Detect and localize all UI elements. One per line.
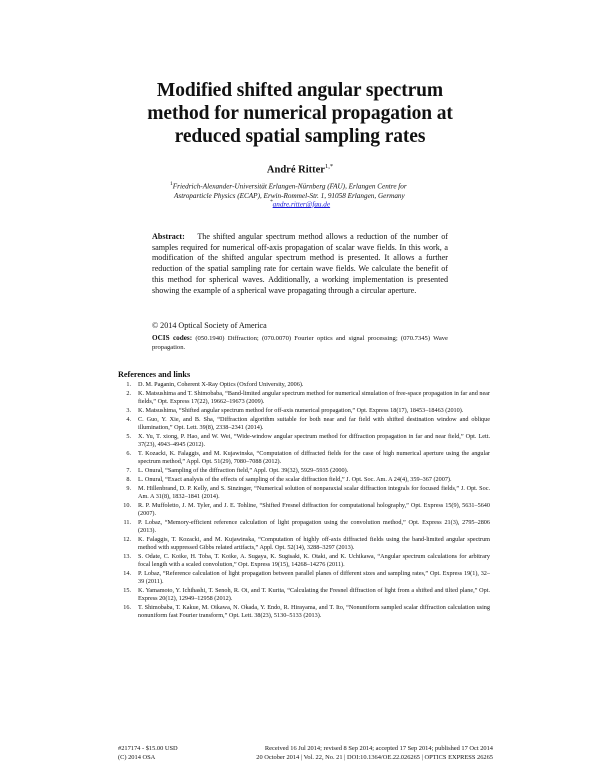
author-superscript: 1,* bbox=[324, 163, 334, 170]
reference-item bbox=[118, 536, 490, 552]
reference-text: M. Hillenbrand, D. P. Kelly, and S. Sinzinger, “Numerical solution of nonparaxial scalar diffraction integrals for focused fields,” J. Opt. Soc. Am. A 31(8), 1832–1841 (2014). bbox=[138, 485, 490, 501]
reference-number: 16. bbox=[123, 604, 131, 612]
email-line bbox=[0, 199, 600, 208]
reference-text: P. Lobaz, “Memory-efficient reference calculation of light propagation using the convolution method,” Opt. Express 21(3), 2795–2806 (2013). bbox=[138, 519, 490, 535]
affiliation-line-2: Astroparticle Physics (ECAP), Erwin-Rommel-Str. 1, 91058 Erlangen, Germany bbox=[174, 191, 405, 200]
footer-copyright: (C) 2014 OSA bbox=[118, 754, 156, 761]
reference-text: R. P. Muffoletto, J. M. Tyler, and J. E. Tohline, “Shifted Fresnel diffraction for computational holography,” Opt. Express 15(9), 5631–5640 (2007). bbox=[138, 502, 490, 518]
title-line: method for numerical propagation at bbox=[147, 103, 453, 124]
reference-item bbox=[118, 476, 490, 484]
reference-number: 12. bbox=[123, 536, 131, 544]
reference-item bbox=[118, 485, 490, 501]
ocis-label: OCIS codes: bbox=[152, 334, 193, 342]
page-footer bbox=[118, 744, 493, 762]
reference-text: K. Falaggis, T. Kozacki, and M. Kujawinska, “Computation of highly off-axis diffracted fields using the band-limited angular spectrum method with suppressed Gibbs related artifacts,” Appl. Opt. 52(14), 3288–3297 (2013). bbox=[138, 536, 490, 552]
footer-journal-info: 20 October 2014 | Vol. 22, No. 21 | DOI:10.1364/OE.22.026265 | OPTICS EXPRESS 26265 bbox=[256, 754, 493, 761]
reference-item bbox=[118, 570, 490, 586]
email-star: * bbox=[269, 199, 273, 205]
reference-text: L. Onural, “Sampling of the diffraction field,” Appl. Opt. 39(32), 5929–5935 (2000). bbox=[138, 467, 349, 475]
reference-number: 2. bbox=[126, 390, 131, 398]
reference-item bbox=[118, 407, 490, 415]
reference-text: X. Yu, T. xiong, P. Hao, and W. Wei, “Wide-window angular spectrum method for diffraction propagation in far and near field,” Opt. Lett. 37(23), 4943–4945 (2012). bbox=[138, 433, 490, 449]
reference-number: 10. bbox=[123, 502, 131, 510]
reference-number: 1. bbox=[126, 381, 131, 388]
ocis-codes bbox=[152, 334, 448, 352]
reference-number: 13. bbox=[123, 553, 131, 561]
footer-article-id: #217174 - $15.00 USD bbox=[118, 745, 178, 752]
author-name: André Ritter bbox=[266, 164, 325, 176]
abstract-label: Abstract: bbox=[152, 232, 185, 241]
reference-item bbox=[118, 467, 490, 475]
footer-dates: Received 16 Jul 2014; revised 8 Sep 2014; accepted 17 Sep 2014; published 17 Oct 2014 bbox=[264, 745, 493, 752]
reference-text: T. Shimobaba, T. Kakue, M. Oikawa, N. Okada, Y. Endo, R. Hirayama, and T. Ito, “Nonuniform sampled scalar diffraction calculation using nonuniform fast Fourier transform,” Opt. Lett. 38(23), 5130–5133 (2013). bbox=[138, 604, 490, 620]
title-line: reduced spatial sampling rates bbox=[174, 126, 426, 147]
reference-text: T. Kozacki, K. Falaggis, and M. Kujawinska, “Computation of diffracted fields for the case of high numerical aperture using the angular spectrum method,” Appl. Opt. 51(29), 7080–7088 (2012). bbox=[138, 450, 490, 466]
reference-item bbox=[118, 502, 490, 518]
reference-number: 9. bbox=[126, 485, 131, 493]
reference-text: D. M. Paganin, Coherent X-Ray Optics (Oxford University, 2006). bbox=[138, 381, 304, 388]
reference-item bbox=[118, 433, 490, 449]
reference-number: 11. bbox=[123, 519, 131, 527]
reference-number: 8. bbox=[126, 476, 131, 484]
abstract bbox=[152, 232, 448, 296]
reference-text: K. Yamamoto, Y. Ichihashi, T. Senoh, R. Oi, and T. Kurita, “Calculating the Fresnel diffraction of light from a shifted and tilted plane,” Opt. Express 20(12), 12949–12958 (2012). bbox=[138, 587, 490, 603]
reference-number: 15. bbox=[123, 587, 131, 595]
references-list bbox=[118, 381, 490, 621]
reference-text: C. Guo, Y. Xie, and B. Sha, “Diffraction algorithm suitable for both near and far field with shifted destination window and oblique illumination,” Opt. Lett. 39(8), 2338–2341 (2014). bbox=[138, 416, 490, 432]
reference-number: 3. bbox=[126, 407, 131, 415]
affiliation-number: 1 bbox=[170, 181, 173, 187]
reference-item bbox=[118, 390, 490, 406]
affiliation-line-1: Friedrich-Alexander-Universität Erlangen-Nürnberg (FAU), Erlangen Centre for bbox=[172, 182, 407, 191]
reference-item bbox=[118, 587, 490, 603]
email-link[interactable]: andre.ritter@fau.de bbox=[272, 200, 331, 209]
references-heading: References and links bbox=[118, 370, 191, 379]
title-line: Modified shifted angular spectrum bbox=[156, 80, 444, 101]
reference-text: K. Matsushima, “Shifted angular spectrum method for off-axis numerical propagation,” Opt. Express 18(17), 18453–18463 (2010). bbox=[138, 407, 464, 415]
reference-text: P. Lobaz, “Reference calculation of light propagation between parallel planes of different sizes and sampling rates,” Opt. Express 19(1), 32–39 (2011). bbox=[138, 570, 490, 586]
copyright: © 2014 Optical Society of America bbox=[152, 321, 267, 330]
reference-text: S. Odate, C. Koike, H. Toba, T. Koike, A. Sugaya, K. Sugisaki, K. Otaki, and K. Uchikawa, “Angular spectrum calculations for arbitrary focal length with a scaled convolution,” Opt. Express 19(15), 14268–14276 (2011). bbox=[138, 553, 490, 569]
reference-item bbox=[118, 450, 490, 466]
reference-item bbox=[118, 519, 490, 535]
reference-number: 7. bbox=[126, 467, 131, 475]
reference-text: L. Onural, “Exact analysis of the effects of sampling of the scalar diffraction field,” J. Opt. Soc. Am. A 24(4), 359–367 (2007). bbox=[138, 476, 452, 484]
reference-item bbox=[118, 381, 490, 389]
reference-item bbox=[118, 604, 490, 620]
reference-number: 6. bbox=[126, 450, 131, 458]
author bbox=[0, 163, 600, 176]
paper-title bbox=[0, 79, 600, 148]
abstract-text: The shifted angular spectrum method allows a reduction of the number of samples required for numerical off-axis propagation of scalar wave fields. In this work, a modification of the shifted angular spectrum method is presented. It allows a further reduction of the spatial sampling rate for certain wave fields. We calculate the benefit of this method for spherical waves. Additionally, a working implementation is presented showing the example of a spherical wave propagating through a circular aperture. bbox=[152, 232, 448, 295]
reference-text: K. Matsushima and T. Shimobaba, “Band-limited angular spectrum method for numerical simulation of free-space propagation in far and near fields,” Opt. Express 17(22), 19662–19673 (2009). bbox=[138, 390, 490, 405]
reference-item bbox=[118, 416, 490, 432]
reference-number: 5. bbox=[126, 433, 131, 441]
reference-number: 14. bbox=[123, 570, 131, 578]
reference-item bbox=[118, 553, 490, 569]
reference-number: 4. bbox=[126, 416, 131, 424]
ocis-text: (050.1940) Diffraction; (070.0070) Fourier optics and signal processing; (070.7345) Wave propagation. bbox=[152, 335, 448, 351]
